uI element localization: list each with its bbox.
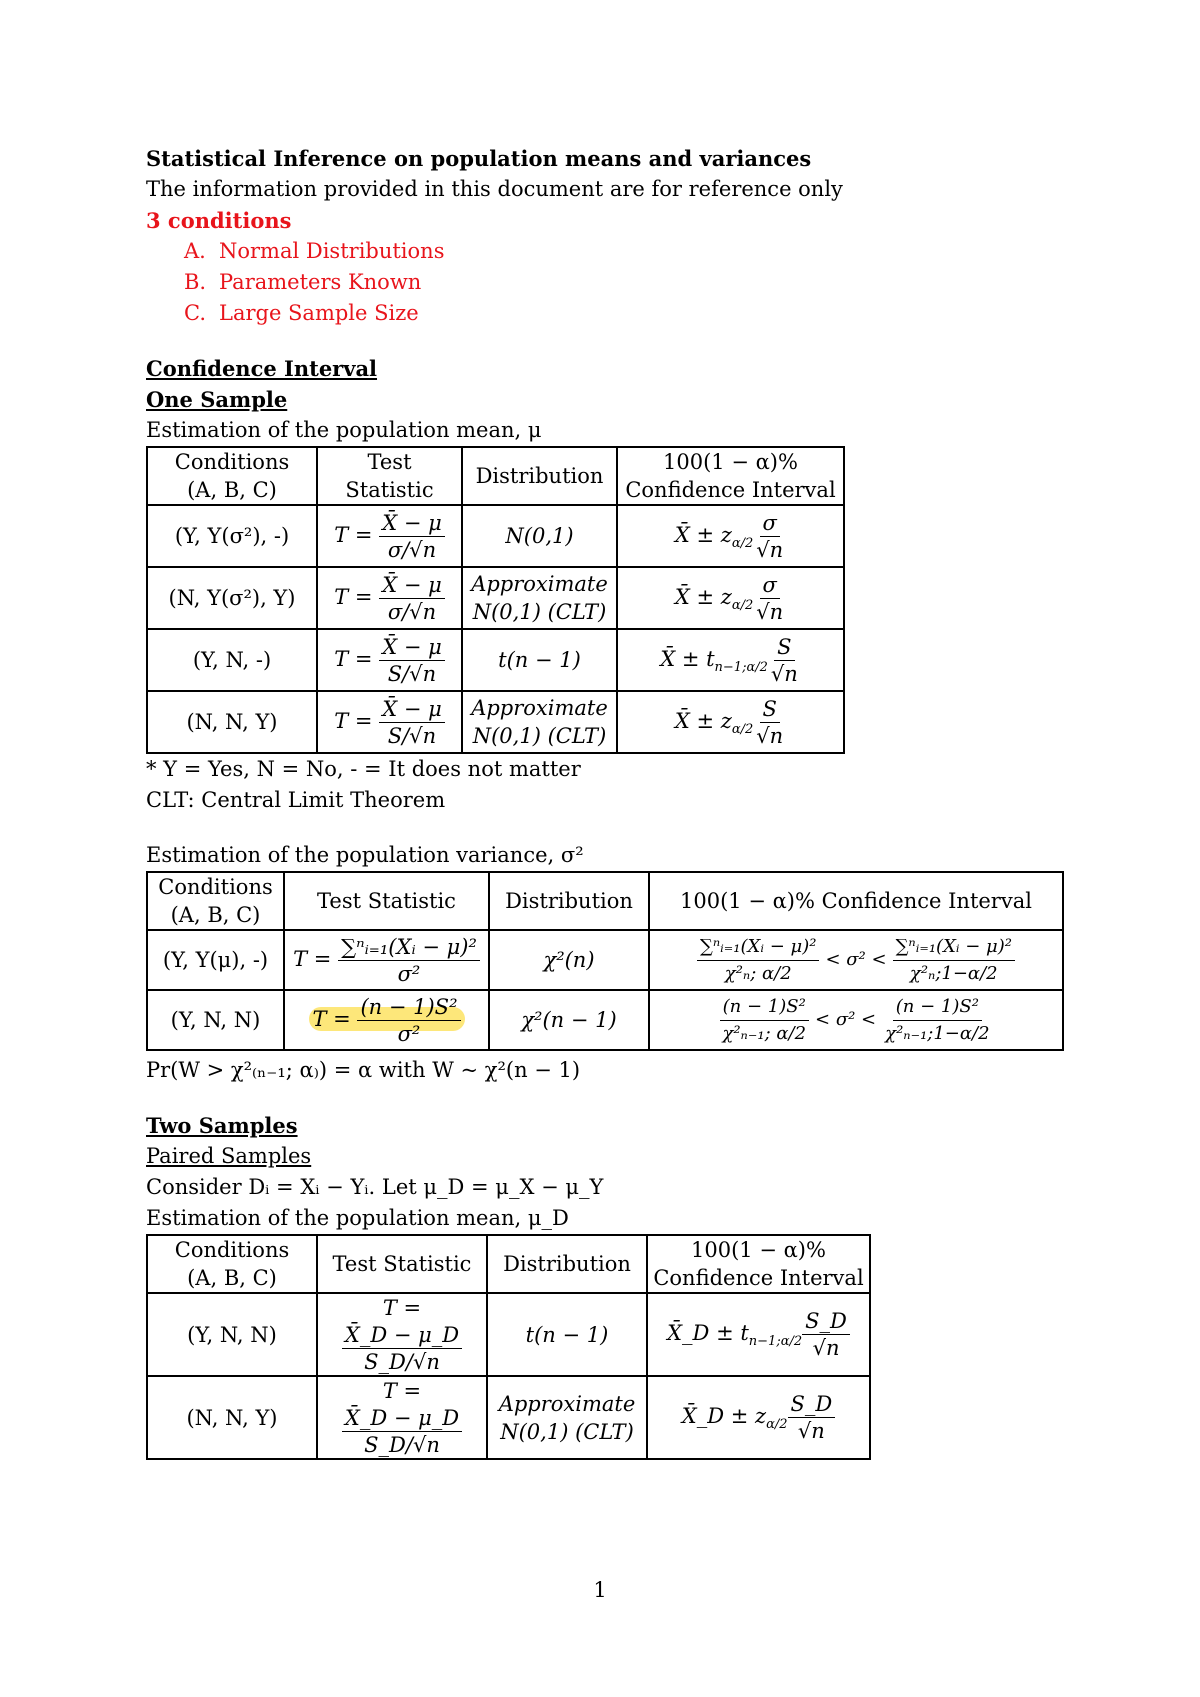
ci-subscript: α/2 bbox=[731, 597, 754, 613]
table-header: 100(1 − α)% Confidence Interval bbox=[617, 447, 844, 505]
confidence-interval-cell bbox=[617, 629, 844, 691]
document-page bbox=[146, 143, 1106, 1460]
test-statistic-cell bbox=[284, 990, 489, 1050]
note-legend: * Y = Yes, N = No, - = It does not matter bbox=[146, 757, 581, 781]
fraction bbox=[788, 1391, 836, 1444]
ci-center: X̄ ± z bbox=[674, 522, 732, 547]
distribution-cell: t(n − 1) bbox=[462, 629, 617, 691]
table-header: 100(1 − α)% Confidence Interval bbox=[649, 872, 1063, 930]
distribution-cell: t(n − 1) bbox=[487, 1293, 647, 1376]
fraction-numerator: S_D bbox=[788, 1391, 836, 1418]
ci-center: X̄ ± z bbox=[674, 584, 732, 609]
statistic-prefix: T = bbox=[334, 646, 373, 671]
fraction-denominator: √n bbox=[756, 599, 784, 624]
fraction-numerator: S bbox=[774, 634, 794, 661]
statistic-prefix: T = bbox=[334, 522, 373, 547]
fraction-denominator: σ/√n bbox=[387, 599, 437, 624]
conditions-cell: (Y, N, -) bbox=[147, 629, 317, 691]
test-statistic-cell bbox=[317, 1293, 487, 1376]
condition-text: Large Sample Size bbox=[219, 301, 419, 325]
fraction-denominator: √n bbox=[812, 1336, 840, 1360]
ci-center: X̄ ± t bbox=[660, 646, 715, 671]
fraction bbox=[882, 994, 992, 1047]
confidence-interval-cell bbox=[647, 1376, 870, 1459]
condition-item bbox=[184, 267, 1106, 298]
ci-center: X̄_D ± t bbox=[667, 1321, 749, 1345]
table-header: Test Statistic bbox=[317, 1235, 487, 1293]
table-header: Test Statistic bbox=[284, 872, 489, 930]
fraction bbox=[379, 510, 445, 563]
table-row bbox=[147, 691, 844, 753]
mean-d-estimation-label: Estimation of the population mean, μ_D bbox=[146, 1206, 569, 1230]
confidence-interval-cell bbox=[649, 990, 1063, 1050]
statistic-prefix: T = bbox=[293, 946, 332, 971]
page-number: 1 bbox=[593, 1578, 607, 1602]
fraction-numerator: σ bbox=[760, 510, 780, 537]
conditions-cell: (N, Y(σ²), Y) bbox=[147, 567, 317, 629]
table-row bbox=[147, 505, 844, 567]
condition-letter: A. bbox=[184, 239, 206, 263]
test-statistic-cell bbox=[317, 691, 462, 753]
table-row bbox=[147, 1376, 870, 1459]
fraction-denominator: S/√n bbox=[387, 661, 437, 686]
fraction-denominator: S_D/√n bbox=[364, 1350, 440, 1374]
fraction bbox=[753, 696, 786, 749]
test-statistic-formula bbox=[309, 994, 465, 1046]
ci-subscript: n−1;α/2 bbox=[714, 659, 768, 675]
consider-line: Consider Dᵢ = Xᵢ − Yᵢ. Let μ_D = μ_X − μ_Y bbox=[146, 1175, 604, 1199]
table-paired-mean bbox=[146, 1234, 871, 1460]
ci-center: X̄_D ± z bbox=[681, 1404, 767, 1428]
fraction bbox=[768, 634, 801, 687]
distribution-cell: χ²(n − 1) bbox=[489, 990, 649, 1050]
table-header: Conditions (A, B, C) bbox=[147, 1235, 317, 1293]
fraction-denominator: σ/√n bbox=[387, 537, 437, 562]
fraction-numerator: S_D bbox=[802, 1308, 850, 1335]
fraction-denominator: χ²ₙ;1−α/2 bbox=[909, 962, 998, 984]
fraction-denominator: √n bbox=[797, 1419, 825, 1443]
fraction-denominator: S_D/√n bbox=[364, 1433, 440, 1457]
fraction-denominator: χ²ₙ; α/2 bbox=[724, 962, 792, 984]
fraction-denominator: χ²ₙ₋₁;1−α/2 bbox=[885, 1022, 990, 1044]
fraction bbox=[342, 1405, 462, 1458]
test-statistic-cell bbox=[317, 505, 462, 567]
table-row bbox=[147, 930, 1063, 990]
variance-estimation-label: Estimation of the population variance, σ² bbox=[146, 843, 584, 867]
ci-subscript: α/2 bbox=[731, 721, 754, 737]
fraction-numerator: ∑ⁿᵢ₌₁(Xᵢ − μ)² bbox=[893, 934, 1015, 961]
fraction-denominator: √n bbox=[770, 661, 798, 686]
distribution-cell: N(0,1) bbox=[462, 505, 617, 567]
fraction-denominator: S/√n bbox=[387, 723, 437, 748]
confidence-interval-cell bbox=[649, 930, 1063, 990]
test-statistic-formula bbox=[342, 1379, 462, 1457]
condition-item bbox=[184, 298, 1106, 329]
document-title: Statistical Inference on population means and variances bbox=[146, 146, 812, 171]
distribution-cell: Approximate N(0,1) (CLT) bbox=[487, 1376, 647, 1459]
statistic-prefix: T = bbox=[382, 1379, 422, 1403]
probability-line: Pr(W > χ²₍ₙ₋₁; α₎) = α with W ~ χ²(n − 1) bbox=[146, 1058, 581, 1082]
condition-text: Normal Distributions bbox=[219, 239, 445, 263]
fraction-denominator: σ² bbox=[397, 1021, 421, 1046]
fraction bbox=[379, 634, 445, 687]
table-row bbox=[147, 1293, 870, 1376]
statistic-prefix: T = bbox=[312, 1006, 351, 1031]
fraction-denominator: σ² bbox=[397, 961, 421, 986]
conditions-cell: (N, N, Y) bbox=[147, 1376, 317, 1459]
ci-center: X̄ ± z bbox=[674, 708, 732, 733]
fraction bbox=[802, 1308, 850, 1361]
condition-text: Parameters Known bbox=[219, 270, 422, 294]
fraction bbox=[753, 572, 786, 625]
table-row bbox=[147, 629, 844, 691]
table-header: Distribution bbox=[489, 872, 649, 930]
fraction bbox=[893, 934, 1015, 987]
conditions-cell: (N, N, Y) bbox=[147, 691, 317, 753]
fraction bbox=[357, 994, 460, 1047]
document-subtitle: The information provided in this document are for reference only bbox=[146, 177, 843, 201]
test-statistic-formula bbox=[342, 1296, 462, 1374]
test-statistic-cell bbox=[317, 629, 462, 691]
ci-subscript: α/2 bbox=[731, 535, 754, 551]
confidence-interval-cell bbox=[617, 567, 844, 629]
distribution-cell: Approximate N(0,1) (CLT) bbox=[462, 567, 617, 629]
ci-subscript: n−1;α/2 bbox=[748, 1334, 803, 1350]
table-header: Distribution bbox=[487, 1235, 647, 1293]
conditions-cell: (Y, N, N) bbox=[147, 990, 284, 1050]
fraction-denominator: √n bbox=[756, 723, 784, 748]
fraction-numerator: X̄ − μ bbox=[379, 634, 445, 661]
ci-heading: Confidence Interval bbox=[146, 356, 378, 381]
confidence-interval-cell bbox=[647, 1293, 870, 1376]
fraction-numerator: (n − 1)S² bbox=[720, 994, 809, 1021]
fraction-numerator: (n − 1)S² bbox=[893, 994, 982, 1021]
paired-samples-heading: Paired Samples bbox=[146, 1144, 312, 1168]
condition-letter: C. bbox=[184, 301, 206, 325]
conditions-list bbox=[184, 236, 1106, 329]
fraction-numerator: X̄_D − μ_D bbox=[342, 1405, 462, 1432]
test-statistic-formula bbox=[293, 934, 480, 986]
note-clt: CLT: Central Limit Theorem bbox=[146, 788, 446, 812]
one-sample-heading: One Sample bbox=[146, 387, 288, 412]
distribution-cell: Approximate N(0,1) (CLT) bbox=[462, 691, 617, 753]
fraction-numerator: ∑ⁿᵢ₌₁(Xᵢ − μ)² bbox=[697, 934, 819, 961]
fraction-denominator: χ²ₙ₋₁; α/2 bbox=[722, 1022, 807, 1044]
statistic-prefix: T = bbox=[334, 584, 373, 609]
table-one-sample-mean bbox=[146, 446, 845, 754]
fraction-numerator: (n − 1)S² bbox=[357, 994, 460, 1021]
table-row bbox=[147, 567, 844, 629]
table-row bbox=[147, 990, 1063, 1050]
fraction-numerator: S bbox=[760, 696, 780, 723]
condition-letter: B. bbox=[184, 270, 207, 294]
fraction-numerator: X̄ − μ bbox=[379, 510, 445, 537]
confidence-interval-cell bbox=[617, 691, 844, 753]
conditions-cell: (Y, Y(μ), -) bbox=[147, 930, 284, 990]
distribution-cell: χ²(n) bbox=[489, 930, 649, 990]
fraction-numerator: σ bbox=[760, 572, 780, 599]
two-samples-heading: Two Samples bbox=[146, 1113, 298, 1138]
fraction bbox=[338, 934, 480, 987]
conditions-heading: 3 conditions bbox=[146, 208, 292, 233]
condition-item bbox=[184, 236, 1106, 267]
conditions-cell: (Y, Y(σ²), -) bbox=[147, 505, 317, 567]
table-header: Test Statistic bbox=[317, 447, 462, 505]
fraction bbox=[379, 696, 445, 749]
mean-estimation-label: Estimation of the population mean, μ bbox=[146, 418, 542, 442]
conditions-cell: (Y, N, N) bbox=[147, 1293, 317, 1376]
fraction bbox=[753, 510, 786, 563]
fraction bbox=[719, 994, 809, 1047]
fraction-numerator: X̄ − μ bbox=[379, 572, 445, 599]
fraction-numerator: X̄ − μ bbox=[379, 696, 445, 723]
fraction-numerator: X̄_D − μ_D bbox=[342, 1322, 462, 1349]
statistic-prefix: T = bbox=[334, 708, 373, 733]
fraction-numerator: ∑ⁿᵢ₌₁(Xᵢ − μ)² bbox=[338, 934, 480, 961]
test-statistic-cell bbox=[317, 1376, 487, 1459]
statistic-prefix: T = bbox=[382, 1296, 422, 1320]
table-header: Distribution bbox=[462, 447, 617, 505]
table-variance bbox=[146, 871, 1064, 1051]
confidence-interval-cell bbox=[617, 505, 844, 567]
ci-inequality: < σ² < bbox=[825, 949, 887, 970]
ci-subscript: α/2 bbox=[766, 1417, 788, 1433]
table-header: 100(1 − α)% Confidence Interval bbox=[647, 1235, 870, 1293]
fraction bbox=[342, 1322, 462, 1375]
table-header: Conditions (A, B, C) bbox=[147, 447, 317, 505]
fraction bbox=[379, 572, 445, 625]
ci-inequality: < σ² < bbox=[815, 1009, 877, 1030]
test-statistic-cell bbox=[317, 567, 462, 629]
fraction bbox=[697, 934, 819, 987]
table-header: Conditions (A, B, C) bbox=[147, 872, 284, 930]
fraction-denominator: √n bbox=[756, 537, 784, 562]
test-statistic-cell bbox=[284, 930, 489, 990]
